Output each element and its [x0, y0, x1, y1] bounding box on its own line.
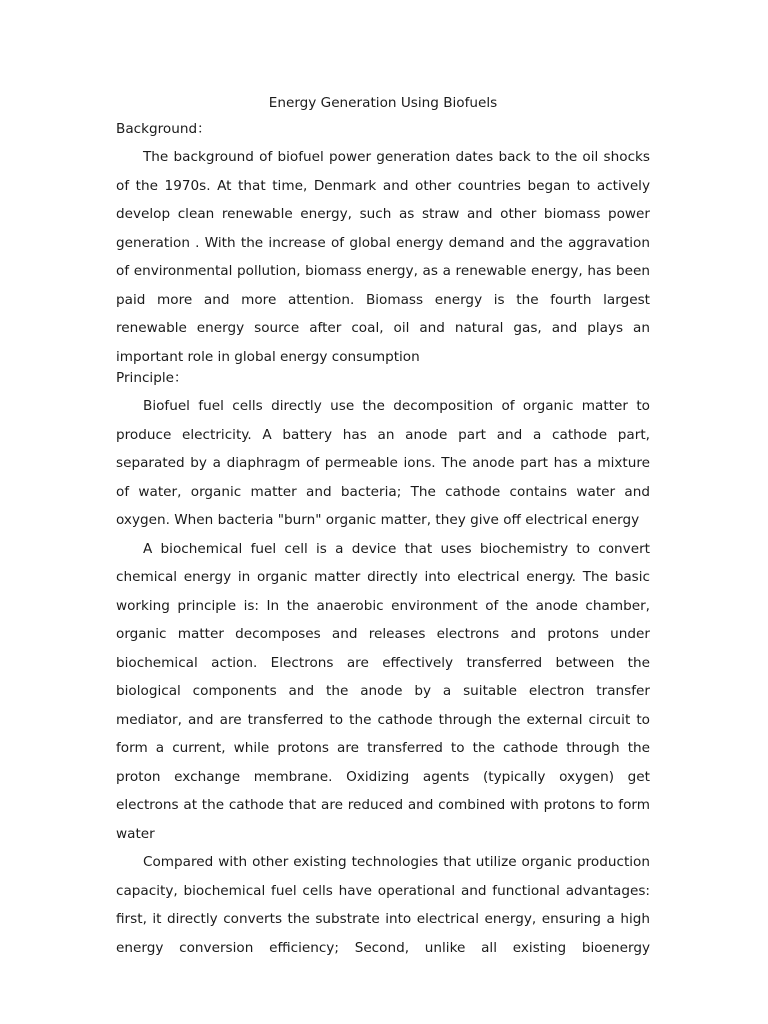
paragraph-background: The background of biofuel power generation dates back to the oil shocks of the 1970s. At that time, Denmark and other countries began to actively develop clean renewable energy, such as straw and other biomass power generation . With the increase of global energy demand and the aggravation of environmental pollution, biomass energy, as a renewable energy, has been paid more and more attention. Biomass energy is the fourth largest renewable energy source after coal, oil and natural gas, and plays an important role in global energy consumption [116, 149, 650, 365]
paragraph-principle-1: Biofuel fuel cells directly use the decomposition of organic matter to produce electricity. A battery has an anode part and a cathode part, separated by a diaphragm of permeable ions. The anode part has a mixture of water, organic matter and bacteria; The cathode contains water and oxygen. When bacteria "burn" organic matter, they give off electrical energy [116, 398, 650, 528]
paragraph-principle-3: Compared with other existing technologies that utilize organic production capacity, biochemical fuel cells have operational and functional advantages: first, it directly converts the substrate into electrical energy, ensuring a high energy conversion efficiency; Second, unlike all existing bioenergy [116, 854, 650, 956]
section-heading-principle: Principle： [116, 370, 188, 386]
document-page [116, 93, 650, 962]
document-title: Energy Generation Using Biofuels [268, 95, 498, 111]
paragraph-principle-2: A biochemical fuel cell is a device that uses biochemistry to convert chemical energy in organic matter directly into electrical energy. The basic working principle is: In the anaerobic environment of the anode chamber, organic matter decomposes and releases electrons and protons under biochemical action. Electrons are effectively transferred between the biological components and the anode by a suitable electron transfer mediator, and are transferred to the cathode through the external circuit to form a current, while protons are transferred to the cathode through the proton exchange membrane. Oxidizing agents (typically oxygen) get electrons at the cathode that are reduced and combined with protons to form water [116, 540, 650, 842]
section-heading-background: Background： [116, 121, 211, 137]
